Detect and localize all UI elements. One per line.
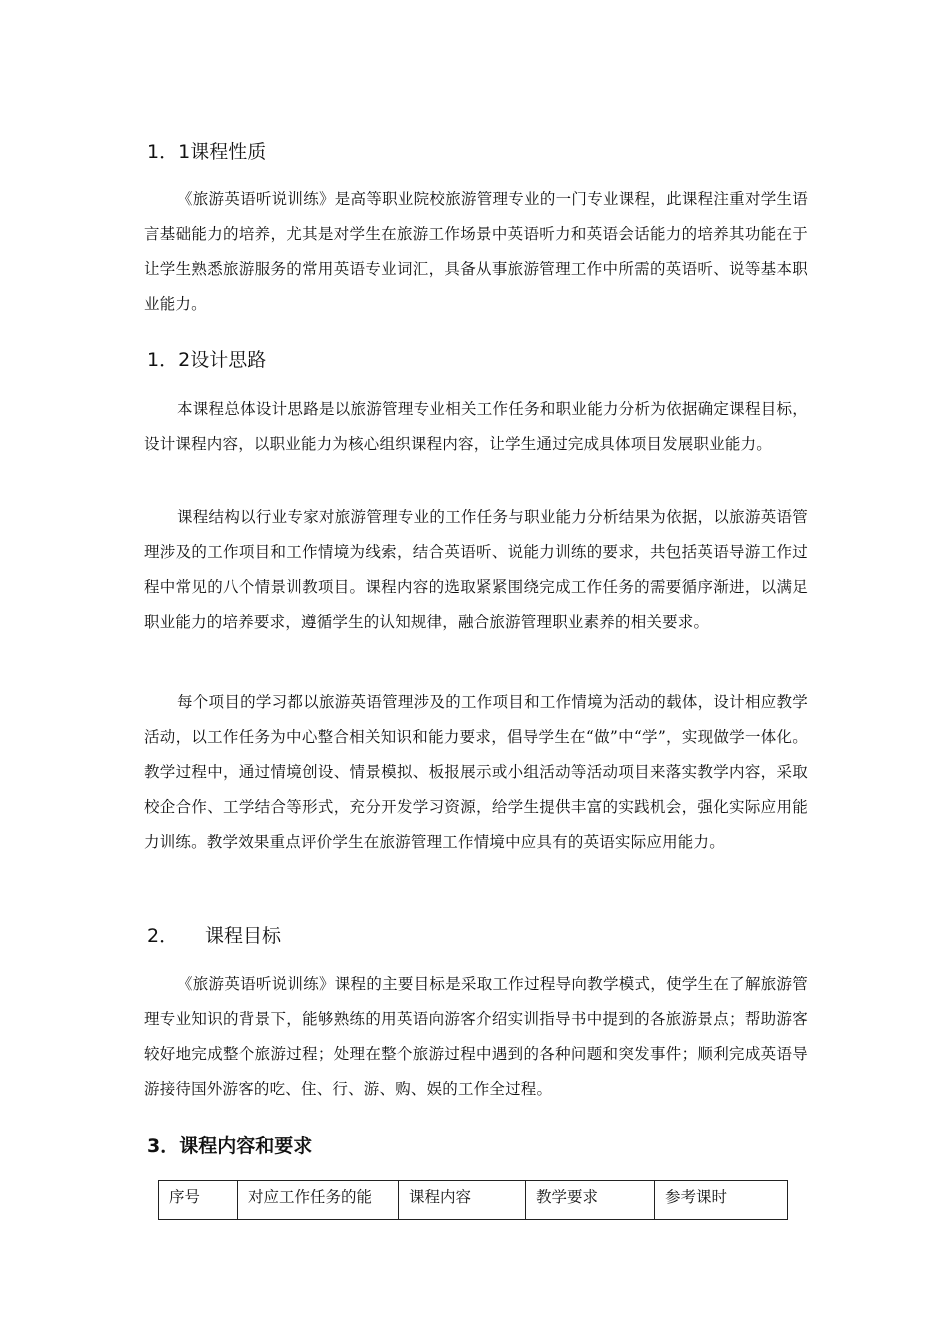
table-header-cell: 教学要求 (526, 1181, 655, 1220)
course-content-table (158, 1180, 788, 1220)
section-heading-1-2 (147, 346, 266, 374)
section-heading-1-1 (147, 138, 266, 166)
section-title: 设计思路 (190, 349, 267, 371)
section-heading-3 (147, 1132, 312, 1160)
table-header-cell: 参考课时 (655, 1181, 788, 1220)
table-header-cell: 对应工作任务的能 (238, 1181, 399, 1220)
section-number: 3． (147, 1135, 180, 1157)
paragraph-design-1: 本课程总体设计思路是以旅游管理专业相关工作任务和职业能力分析为依据确定课程目标，设计课程内容，以职业能力为核心组织课程内容，让学生通过完成具体项目发展职业能力。 (144, 400, 808, 453)
table-header-cell: 序号 (159, 1181, 238, 1220)
section-number: 1．1 (147, 141, 191, 163)
paragraph-design-2: 课程结构以行业专家对旅游管理专业的工作任务与职业能力分析结果为依据，以旅游英语管理涉及的工作项目和工作情境为线索，结合英语听、说能力训练的要求，共包括英语导游工作过程中常见的八个情景训教项目。课程内容的选取紧紧围绕完成工作任务的需要循序渐进，以满足职业能力的培养要求，遵循学生的认知规律，融合旅游管理职业素养的相关要求。 (144, 508, 808, 631)
section-title: 课程目标 (205, 925, 282, 947)
paragraph-design-3: 每个项目的学习都以旅游英语管理涉及的工作项目和工作情境为活动的载体，设计相应教学活动，以工作任务为中心整合相关知识和能力要求，倡导学生在“做”中“学”，实现做学一体化。教学过程中，通过情境创设、情景模拟、板报展示或小组活动等活动项目来落实教学内容，采取校企合作、工学结合等形式，充分开发学习资源，给学生提供丰富的实践机会，强化实际应用能力训练。教学效果重点评价学生在旅游管理工作情境中应具有的英语实际应用能力。 (144, 693, 808, 851)
section-title: 课程性质 (190, 141, 267, 163)
section-heading-2 (147, 922, 281, 950)
table-header-cell: 课程内容 (399, 1181, 526, 1220)
table-header-row (159, 1181, 788, 1220)
paragraph-course-goal: 《旅游英语听说训练》课程的主要目标是采取工作过程导向教学模式，使学生在了解旅游管理专业知识的背景下，能够熟练的用英语向游客介绍实训指导书中提到的各旅游景点；帮助游客较好地完成整个旅游过程；处理在整个旅游过程中遇到的各种问题和突发事件；顺利完成英语导游接待国外游客的吃、住、行、游、购、娱的工作全过程。 (144, 975, 808, 1098)
section-number: 2． (147, 925, 179, 947)
paragraph-course-nature: 《旅游英语听说训练》是高等职业院校旅游管理专业的一门专业课程，此课程注重对学生语言基础能力的培养，尤其是对学生在旅游工作场景中英语听力和英语会话能力的培养其功能在于让学生熟悉旅游服务的常用英语专业词汇，具备从事旅游管理工作中所需的英语听、说等基本职业能力。 (144, 190, 808, 313)
section-number: 1．2 (147, 349, 191, 371)
section-title: 课程内容和要求 (179, 1135, 313, 1157)
